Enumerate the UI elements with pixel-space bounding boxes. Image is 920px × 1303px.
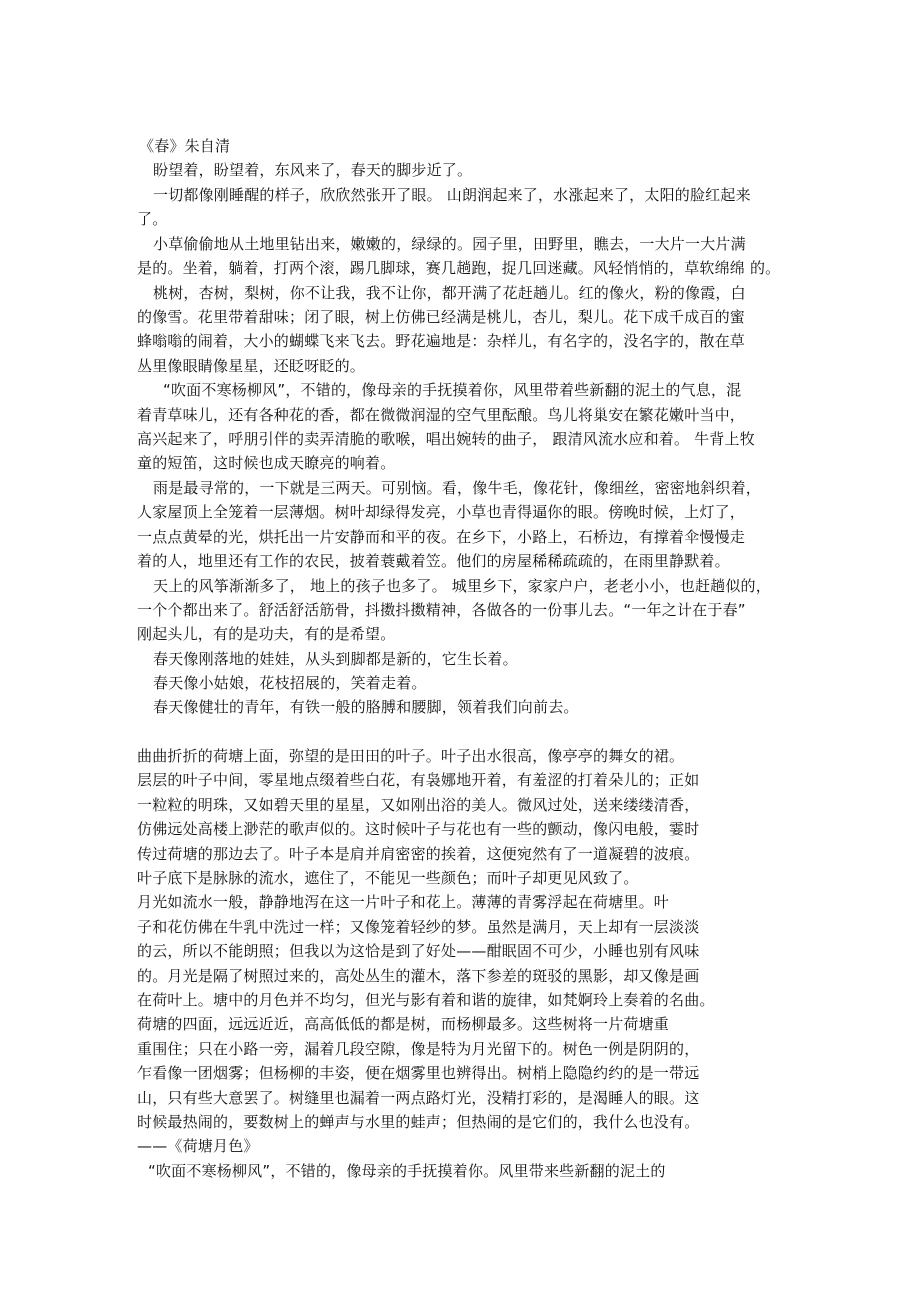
text-line: 乍看像一团烟雾；但杨柳的丰姿，便在烟雾里也辨得出。树梢上隐隐约约的是一带远 bbox=[137, 1064, 700, 1082]
text-line: 层层的叶子中间，零星地点缀着些白花，有袅娜地开着，有羞涩的打着朵儿的；正如 bbox=[137, 771, 700, 789]
text-line: 着的人，地里还有工作的农民，披着蓑戴着笠。他们的房屋稀稀疏疏的，在雨里静默着。 bbox=[137, 552, 730, 570]
text-line: 在荷叶上。塘中的月色并不均匀，但光与影有着和谐的旋律，如梵婀玲上奏着的名曲。 bbox=[137, 991, 715, 1009]
text-line: 叶子底下是脉脉的流水，遮住了，不能见一些颜色；而叶子却更见风致了。 bbox=[137, 869, 639, 887]
text-line: 月光如流水一般，静静地泻在这一片叶子和花上。薄薄的青雾浮起在荷塘里。叶 bbox=[137, 893, 670, 911]
text-line: 了。 bbox=[137, 210, 168, 228]
text-line: 刚起头儿，有的是功夫，有的是希望。 bbox=[137, 625, 396, 643]
text-line: 春天像健壮的青年，有铁一般的胳膊和腰脚，领着我们向前去。 bbox=[153, 698, 579, 716]
text-line: “吹面不寒杨柳风”，不错的，像母亲的手抚摸着你。风里带来些新翻的泥土的 bbox=[148, 1162, 666, 1180]
text-line: 人家屋顶上全笼着一层薄烟。树叶却绿得发亮，小草也青得逼你的眼。傍晚时候，上灯了， bbox=[137, 503, 746, 521]
text-line: 《春》朱自清 bbox=[139, 137, 231, 155]
text-line: 仿佛远处高楼上渺茫的歌声似的。这时候叶子与花也有一些的颤动，像闪电般，霎时 bbox=[137, 820, 700, 838]
text-line: 一点点黄晕的光，烘托出一片安静而和平的夜。在乡下，小路上，石桥边，有撑着伞慢慢走 bbox=[137, 528, 746, 546]
text-line: ——《荷塘月色》 bbox=[137, 1137, 259, 1155]
text-line: 子和花仿佛在牛乳中洗过一样；又像笼着轻纱的梦。虽然是满月，天上却有一层淡淡 bbox=[137, 918, 700, 936]
text-line: 曲曲折折的荷塘上面，弥望的是田田的叶子。叶子出水很高，像亭亭的舞女的裙。 bbox=[137, 747, 685, 765]
text-line: 丛里像眼睛像星星，还眨呀眨的。 bbox=[137, 357, 366, 375]
text-line: 春天像小姑娘，花枝招展的，笑着走着。 bbox=[153, 674, 427, 692]
text-line: 春天像刚落地的娃娃，从头到脚都是新的，它生长着。 bbox=[153, 650, 518, 668]
text-line: 桃树，杏树，梨树，你不让我，我不让你，都开满了花赶趟儿。红的像火，粉的像霞，白 bbox=[153, 284, 746, 302]
text-line: 一个个都出来了。舒活舒活筋骨，抖擞抖擞精神，各做各的一份事儿去。“一年之计在于春” bbox=[137, 601, 746, 619]
text-line: 小草偷偷地从土地里钻出来，嫩嫩的，绿绿的。园子里，田野里，瞧去，一大片一大片满 bbox=[153, 235, 746, 253]
text-line: 雨是最寻常的，一下就是三两天。可别恼。看，像牛毛，像花针，像细丝，密密地斜织着， bbox=[153, 479, 762, 497]
text-line: 荷塘的四面，远远近近，高高低低的都是树，而杨柳最多。这些树将一片荷塘重 bbox=[137, 1015, 670, 1033]
text-line: 重围住；只在小路一旁，漏着几段空隙，像是特为月光留下的。树色一例是阴阴的， bbox=[137, 1040, 700, 1058]
text-line: 的。月光是隔了树照过来的，高处丛生的灌木，落下参差的斑驳的黑影，却又像是画 bbox=[137, 967, 700, 985]
text-line: 高兴起来了，呼朋引伴的卖弄清脆的歌喉，唱出婉转的曲子， 跟清风流水应和着。 牛背上牧 bbox=[137, 430, 755, 448]
text-line: 时候最热闹的，要数树上的蝉声与水里的蛙声；但热闹的是它们的，我什么也没有。 bbox=[137, 1113, 700, 1131]
text-line: 一切都像刚睡醒的样子，欣欣然张开了眼。 山朗润起来了，水涨起来了，太阳的脸红起来 bbox=[153, 186, 751, 204]
text-line: 童的短笛，这时候也成天瞭亮的响着。 bbox=[137, 454, 396, 472]
text-line: 天上的风筝渐渐多了， 地上的孩子也多了。 城里乡下，家家户户，老老小小，也赶趟似的， bbox=[153, 577, 771, 595]
text-line: 着青草味儿，还有各种花的香，都在微微润湿的空气里酝酿。鸟儿将巢安在繁花嫩叶当中， bbox=[137, 406, 746, 424]
text-line: 是的。坐着，躺着，打两个滚，踢几脚球，赛几趟跑，捉几回迷藏。风轻悄悄的，草软绵绵 的。 bbox=[137, 259, 781, 277]
text-line: 的像雪。花里带着甜味；闭了眼，树上仿佛已经满是桃儿，杏儿，梨儿。花下成千成百的蜜 bbox=[137, 308, 746, 326]
text-line: 传过荷塘的那边去了。叶子本是肩并肩密密的挨着，这便宛然有了一道凝碧的波痕。 bbox=[137, 845, 700, 863]
text-line: 蜂嗡嗡的闹着，大小的蝴蝶飞来飞去。野花遍地是：杂样儿，有名字的，没名字的，散在草 bbox=[137, 332, 746, 350]
text-line: “吹面不寒杨柳风”，不错的，像母亲的手抚摸着你，风里带着些新翻的泥土的气息，混 bbox=[163, 381, 742, 399]
text-line: 山，只有些大意罢了。树缝里也漏着一两点路灯光，没精打彩的，是渴睡人的眼。这 bbox=[137, 1089, 700, 1107]
text-line: 盼望着，盼望着，东风来了，春天的脚步近了。 bbox=[153, 161, 473, 179]
text-line: 一粒粒的明珠，又如碧天里的星星，又如刚出浴的美人。微风过处，送来缕缕清香， bbox=[137, 796, 700, 814]
text-line: 的云，所以不能朗照；但我以为这恰是到了好处——酣眠固不可少，小睡也别有风味 bbox=[137, 942, 700, 960]
